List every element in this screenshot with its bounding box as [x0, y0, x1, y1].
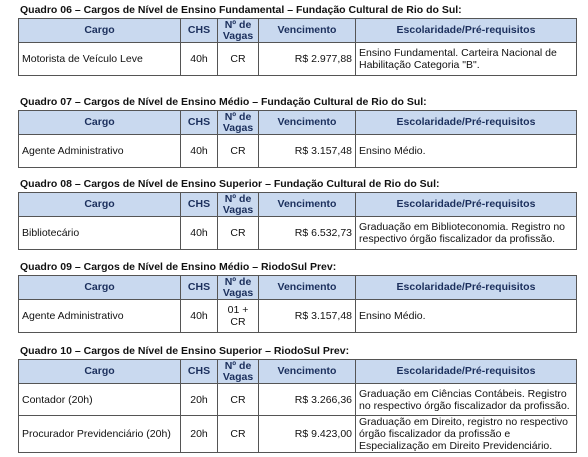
vagas-cell: CR — [218, 416, 259, 453]
header-vencimento: Vencimento — [259, 193, 356, 217]
quadro-10-table — [18, 359, 577, 453]
table-row — [19, 416, 577, 453]
header-vagas: Nº de Vagas — [218, 193, 259, 217]
header-vencimento: Vencimento — [259, 19, 356, 43]
quadro-10-title: Quadro 10 – Cargos de Nível de Ensino Superior – RiodoSul Prev: — [20, 345, 350, 357]
header-vencimento: Vencimento — [259, 360, 356, 384]
header-requisitos: Escolaridade/Pré-requisitos — [356, 19, 577, 43]
quadro-07-table — [18, 110, 577, 168]
table-row — [19, 43, 577, 76]
header-requisitos: Escolaridade/Pré-requisitos — [356, 276, 577, 300]
quadro-09-section — [18, 261, 576, 333]
chs-cell: 20h — [181, 416, 218, 453]
requisitos-cell: Graduação em Biblioteconomia. Registro no respectivo órgão fiscalizador da profissão. — [356, 217, 577, 250]
quadro-06-section — [18, 4, 576, 76]
cargo-cell: Motorista de Veículo Leve — [19, 43, 181, 76]
vagas-cell: CR — [218, 135, 259, 168]
requisitos-cell: Graduação em Direito, registro no respectivo órgão fiscalizador da profissão e Especialização em Direito Previdenciário. — [356, 416, 577, 453]
header-vencimento: Vencimento — [259, 111, 356, 135]
requisitos-cell: Ensino Médio. — [356, 135, 577, 168]
header-vagas: Nº de Vagas — [218, 276, 259, 300]
vagas-cell: 01 + CR — [218, 300, 259, 333]
header-chs: CHS — [181, 276, 218, 300]
requisitos-cell: Graduação em Ciências Contábeis. Registro no respectivo órgão fiscalizador da profissão. — [356, 384, 577, 416]
header-vagas: Nº de Vagas — [218, 19, 259, 43]
table-header-row — [19, 276, 577, 300]
table-row — [19, 135, 577, 168]
chs-cell: 40h — [181, 217, 218, 250]
table-row — [19, 384, 577, 416]
chs-cell: 40h — [181, 43, 218, 76]
vencimento-cell: R$ 3.157,48 — [259, 300, 356, 333]
table-header-row — [19, 19, 577, 43]
table-row — [19, 217, 577, 250]
header-cargo: Cargo — [19, 111, 181, 135]
header-vencimento: Vencimento — [259, 276, 356, 300]
table-header-row — [19, 193, 577, 217]
header-requisitos: Escolaridade/Pré-requisitos — [356, 193, 577, 217]
table-row — [19, 300, 577, 333]
chs-cell: 20h — [181, 384, 218, 416]
header-vagas: Nº de Vagas — [218, 360, 259, 384]
chs-cell: 40h — [181, 300, 218, 333]
quadro-09-title: Quadro 09 – Cargos de Nível de Ensino Médio – RiodoSul Prev: — [20, 261, 337, 273]
vagas-cell: CR — [218, 384, 259, 416]
vagas-cell: CR — [218, 217, 259, 250]
table-header-row — [19, 111, 577, 135]
vagas-cell: CR — [218, 43, 259, 76]
header-vagas: Nº de Vagas — [218, 111, 259, 135]
header-cargo: Cargo — [19, 360, 181, 384]
header-chs: CHS — [181, 360, 218, 384]
quadro-08-section — [18, 178, 576, 250]
header-chs: CHS — [181, 19, 218, 43]
quadro-06-table — [18, 18, 577, 76]
header-cargo: Cargo — [19, 193, 181, 217]
vencimento-cell: R$ 3.157,48 — [259, 135, 356, 168]
vencimento-cell: R$ 9.423,00 — [259, 416, 356, 453]
quadro-07-title: Quadro 07 – Cargos de Nível de Ensino Médio – Fundação Cultural de Rio do Sul: — [20, 96, 427, 108]
quadro-06-title: Quadro 06 – Cargos de Nível de Ensino Fundamental – Fundação Cultural de Rio do Sul: — [20, 4, 462, 16]
cargo-cell: Agente Administrativo — [19, 135, 181, 168]
cargo-cell: Agente Administrativo — [19, 300, 181, 333]
cargo-cell: Contador (20h) — [19, 384, 181, 416]
vencimento-cell: R$ 3.266,36 — [259, 384, 356, 416]
vencimento-cell: R$ 2.977,88 — [259, 43, 356, 76]
header-chs: CHS — [181, 193, 218, 217]
table-header-row — [19, 360, 577, 384]
chs-cell: 40h — [181, 135, 218, 168]
quadro-08-title: Quadro 08 – Cargos de Nível de Ensino Superior – Fundação Cultural de Rio do Sul: — [20, 178, 440, 190]
quadro-08-table — [18, 192, 577, 250]
header-cargo: Cargo — [19, 276, 181, 300]
cargo-cell: Bibliotecário — [19, 217, 181, 250]
cargo-cell: Procurador Previdenciário (20h) — [19, 416, 181, 453]
quadro-07-section — [18, 96, 576, 168]
requisitos-cell: Ensino Médio. — [356, 300, 577, 333]
requisitos-cell: Ensino Fundamental. Carteira Nacional de Habilitação Categoria "B". — [356, 43, 577, 76]
vencimento-cell: R$ 6.532,73 — [259, 217, 356, 250]
quadro-10-section — [18, 345, 576, 453]
header-chs: CHS — [181, 111, 218, 135]
header-cargo: Cargo — [19, 19, 181, 43]
header-requisitos: Escolaridade/Pré-requisitos — [356, 111, 577, 135]
quadro-09-table — [18, 275, 577, 333]
header-requisitos: Escolaridade/Pré-requisitos — [356, 360, 577, 384]
